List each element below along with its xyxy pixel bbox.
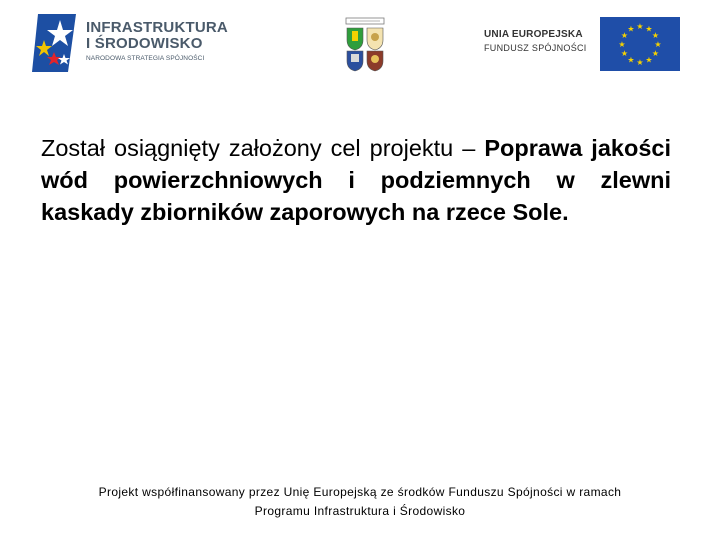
logo-subtitle: NARODOWA STRATEGIA SPÓJNOŚCI <box>86 55 205 62</box>
svg-text:★: ★ <box>654 40 662 49</box>
eu-flag-icon <box>600 17 680 71</box>
svg-text:★: ★ <box>620 49 629 58</box>
svg-text:★: ★ <box>645 24 653 34</box>
municipal-crests <box>344 17 386 73</box>
ue-title: UNIA EUROPEJSKA <box>484 29 583 40</box>
logo-title-line1: INFRASTRUKTURA <box>86 19 228 36</box>
svg-text:★: ★ <box>651 31 660 40</box>
project-goal-title: Poprawa jakości wód powierzchniowych i podziemnych w zlewni kaskady zbiorników zaporowych na rzece Sole. <box>41 135 671 225</box>
svg-text:★: ★ <box>645 55 653 65</box>
svg-text:★: ★ <box>620 31 629 40</box>
svg-text:★: ★ <box>627 55 635 65</box>
svg-text:★: ★ <box>651 49 660 58</box>
municipal-crests-icon <box>344 17 386 73</box>
project-goal-text <box>41 132 671 228</box>
cofinancing-footer <box>0 483 720 521</box>
svg-text:★: ★ <box>627 24 635 34</box>
logo-bar <box>0 0 720 80</box>
unia-europejska-logo <box>482 17 682 71</box>
svg-text:★: ★ <box>636 22 644 31</box>
svg-text:★: ★ <box>636 58 644 67</box>
logo-title-line2: I ŚRODOWISKO <box>86 35 203 52</box>
project-goal-intro: Został osiągnięty założony cel projektu – <box>41 135 485 161</box>
ue-subtitle: FUNDUSZ SPÓJNOŚCI <box>484 43 587 53</box>
footer-line2: Programu Infrastruktura i Środowisko <box>254 504 466 518</box>
svg-text:★: ★ <box>618 40 626 49</box>
infrastruktura-srodowisko-logo <box>30 12 235 74</box>
footer-line1: Projekt współfinansowany przez Unię Europejską ze środków Funduszu Spójności w ramach <box>98 485 622 499</box>
star-emblem-icon <box>30 12 82 74</box>
